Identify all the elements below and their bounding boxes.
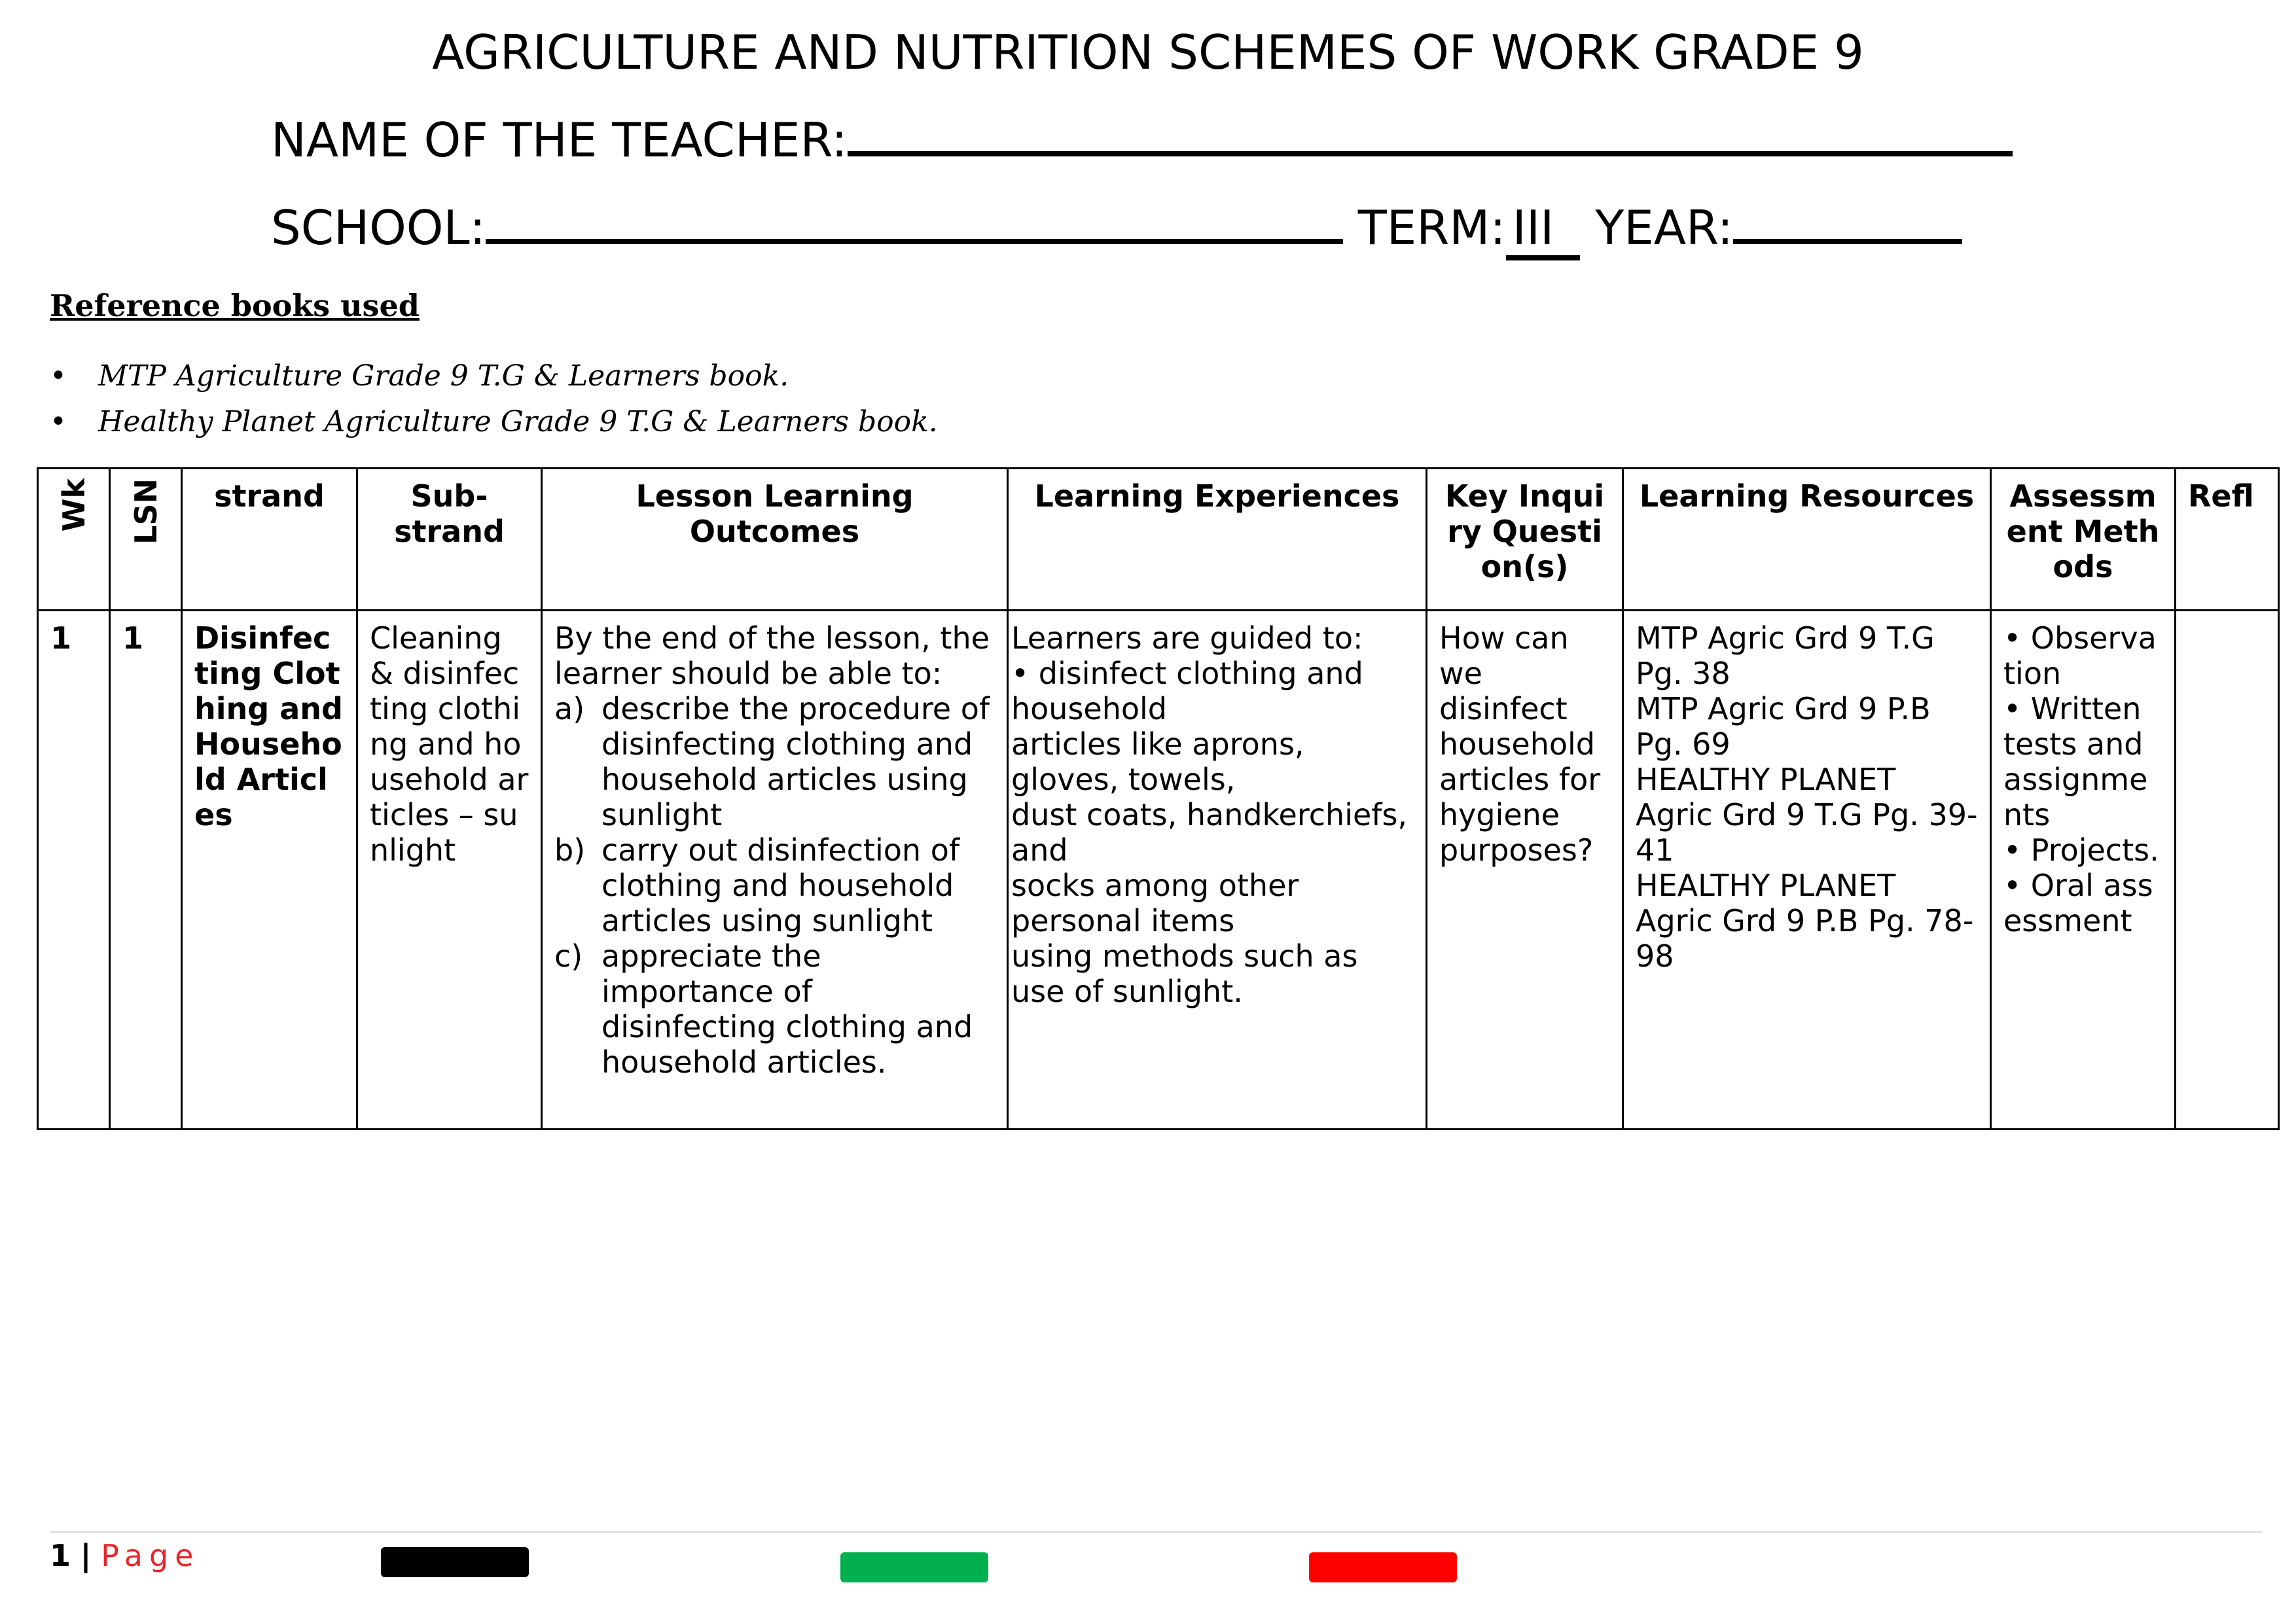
term-value: III bbox=[1506, 200, 1581, 260]
experience-line: articles like aprons, gloves, towels, bbox=[1011, 726, 1304, 797]
bullet-icon: • bbox=[50, 359, 67, 393]
cell-experiences bbox=[1008, 611, 1427, 1130]
footer-bar-red bbox=[1309, 1552, 1457, 1582]
header-experiences: Learning Experiences bbox=[1008, 469, 1427, 611]
outcome-item: a) describe the procedure of disinfecting clothing and household articles using sunlight bbox=[554, 691, 990, 832]
cell-reflection bbox=[2176, 611, 2279, 1130]
header-inquiry: Key Inquiry Question(s) bbox=[1427, 469, 1623, 611]
cell-strand: Disinfecting Clothing and Household Articles bbox=[182, 611, 357, 1130]
experience-line: using methods such as use of sunlight. bbox=[1011, 938, 1358, 1009]
header-reflection: Refl bbox=[2176, 469, 2279, 611]
header-outcomes: Lesson Learning Outcomes bbox=[542, 469, 1008, 611]
table-row bbox=[38, 611, 2279, 1130]
experience-line: • disinfect clothing and household bbox=[1011, 656, 1363, 726]
resource-item: HEALTHY PLANET Agric Grd 9 P.B Pg. 78-98 bbox=[1636, 868, 1974, 974]
header-resources: Learning Resources bbox=[1623, 469, 1991, 611]
cell-outcomes bbox=[542, 611, 1008, 1130]
document-title: AGRICULTURE AND NUTRITION SCHEMES OF WORK GRADE 9 bbox=[432, 25, 1864, 80]
school-name-blank bbox=[486, 239, 1343, 244]
teacher-line bbox=[271, 113, 2013, 168]
year-blank bbox=[1733, 239, 1962, 244]
assessment-item: • Projects. bbox=[2003, 832, 2159, 868]
footer-bar-green bbox=[840, 1552, 988, 1582]
outcomes-list bbox=[554, 691, 995, 1080]
header-wk: Wk bbox=[38, 469, 110, 611]
cell-sub-strand: Cleaning & disinfecting clothing and household articles – sunlight bbox=[357, 611, 542, 1130]
footer-divider bbox=[50, 1531, 2262, 1533]
experience-line: socks among other personal items bbox=[1011, 868, 1299, 938]
header-row bbox=[38, 469, 2279, 611]
cell-assessment bbox=[1991, 611, 2176, 1130]
outcome-item: b) carry out disinfection of clothing and household articles using sunlight bbox=[554, 832, 960, 938]
reference-list bbox=[50, 353, 938, 445]
school-line bbox=[271, 200, 1962, 260]
header-assessment: Assessment Methods bbox=[1991, 469, 2176, 611]
reference-item: • MTP Agriculture Grade 9 T.G & Learners book. bbox=[50, 353, 938, 399]
footer-bar-black bbox=[381, 1547, 529, 1577]
teacher-name-blank bbox=[848, 151, 2013, 156]
resource-item: HEALTHY PLANET Agric Grd 9 T.G Pg. 39-41 bbox=[1636, 762, 1978, 868]
experience-line: dust coats, handkerchiefs, and bbox=[1011, 797, 1408, 868]
header-strand: strand bbox=[182, 469, 357, 611]
reference-item: • Healthy Planet Agriculture Grade 9 T.G & Learners book. bbox=[50, 399, 938, 445]
header-lsn: LSN bbox=[110, 469, 182, 611]
scheme-table bbox=[37, 467, 2280, 1130]
assessment-item: • Oral assessment bbox=[2003, 868, 2153, 938]
school-label: SCHOOL: bbox=[271, 200, 486, 255]
page-footer bbox=[50, 1538, 200, 1573]
page-label: Page bbox=[101, 1538, 200, 1573]
header-sub-strand: Sub-strand bbox=[357, 469, 542, 611]
cell-wk: 1 bbox=[38, 611, 110, 1130]
term-label: TERM: bbox=[1357, 200, 1506, 255]
teacher-label: NAME OF THE TEACHER: bbox=[271, 113, 848, 168]
cell-lsn: 1 bbox=[110, 611, 182, 1130]
cell-resources bbox=[1623, 611, 1991, 1130]
reference-heading: Reference books used bbox=[50, 288, 420, 323]
page-separator: | bbox=[80, 1538, 92, 1573]
outcome-item: c) appreciate the importance of disinfecting clothing and household articles. bbox=[554, 938, 973, 1080]
resource-item: MTP Agric Grd 9 P.B Pg. 69 bbox=[1636, 691, 1931, 762]
cell-inquiry: How can we disinfect household articles for hygiene purposes? bbox=[1427, 611, 1623, 1130]
page-number: 1 bbox=[50, 1538, 71, 1573]
experiences-intro: Learners are guided to: bbox=[1011, 620, 1363, 656]
bullet-icon: • bbox=[50, 405, 67, 438]
resource-item: MTP Agric Grd 9 T.G Pg. 38 bbox=[1636, 620, 1935, 691]
assessment-item: • Observation bbox=[2003, 620, 2157, 691]
year-label: YEAR: bbox=[1595, 200, 1734, 255]
outcomes-intro: By the end of the lesson, the learner should be able to: bbox=[554, 620, 990, 691]
assessment-item: • Written tests and assignments bbox=[2003, 691, 2148, 832]
